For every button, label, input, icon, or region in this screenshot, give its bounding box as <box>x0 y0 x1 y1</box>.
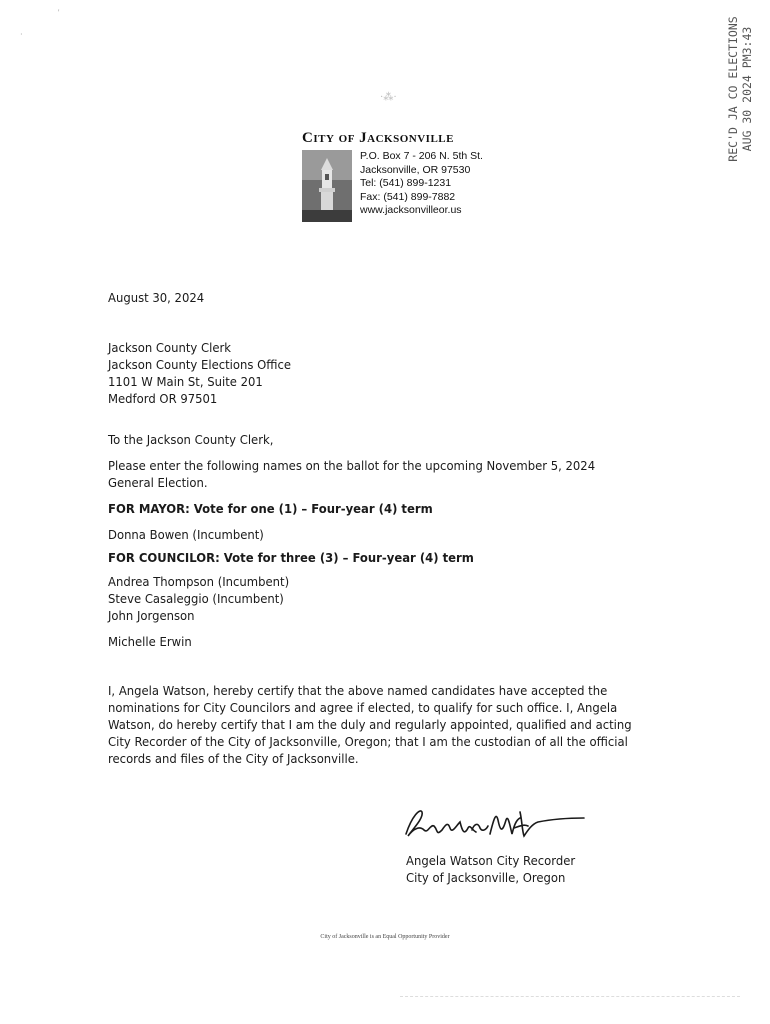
recipient-block <box>108 339 291 407</box>
city-hall-photo <box>302 150 352 222</box>
mayor-heading: FOR MAYOR: Vote for one (1) – Four-year (4) term <box>108 501 433 516</box>
certification-paragraph <box>108 682 632 767</box>
footer-note: City of Jacksonville is an Equal Opportunity Provider <box>320 934 450 940</box>
signer-name: Angela Watson City Recorder <box>406 853 576 868</box>
bell-tower-icon <box>302 150 352 222</box>
mayor-candidate-list <box>108 526 264 543</box>
letter-date: August 30, 2024 <box>108 290 205 305</box>
stamp-line-2: AUG 30 2024 PM3:43 <box>740 26 754 152</box>
councilor-candidate-extra <box>108 633 192 650</box>
scan-speck: ' <box>58 8 60 17</box>
candidate-name: Andrea Thompson (Incumbent) <box>108 574 290 589</box>
signer-org: City of Jacksonville, Oregon <box>406 870 566 885</box>
faint-logo-mark: ·⁂· <box>380 92 397 103</box>
phone-line: Tel: (541) 899-1231 <box>360 177 452 189</box>
address-line: P.O. Box 7 - 206 N. 5th St. <box>360 150 483 162</box>
address-line: Jacksonville, OR 97530 <box>360 163 471 176</box>
candidate-name: Steve Casaleggio (Incumbent) <box>108 591 284 606</box>
letterhead-address <box>360 150 483 218</box>
handwritten-signature <box>398 800 588 846</box>
candidate-name: Donna Bowen (Incumbent) <box>108 527 264 542</box>
candidate-name: John Jorgenson <box>108 608 195 623</box>
candidate-name: Michelle Erwin <box>108 634 192 649</box>
intro-line: General Election. <box>108 475 208 490</box>
recipient-line: 1101 W Main St, Suite 201 <box>108 374 263 389</box>
recipient-line: Jackson County Elections Office <box>108 357 292 372</box>
received-stamp <box>722 4 758 174</box>
certification-line: nominations for City Councilors and agree if elected, to qualify for such office. I, Angela <box>108 700 618 715</box>
intro-paragraph <box>108 457 595 491</box>
certification-line: Watson, do hereby certify that I am the duly and regularly appointed, qualified and acting <box>108 717 632 732</box>
scan-speck: · <box>20 30 23 39</box>
recipient-line: Jackson County Clerk <box>108 340 232 355</box>
stamp-line-1: REC'D JA CO ELECTIONS <box>726 16 740 162</box>
certification-line: records and files of the City of Jacksonville. <box>108 751 359 766</box>
certification-line: I, Angela Watson, hereby certify that the above named candidates have accepted the <box>108 683 608 698</box>
scan-edge-line <box>400 996 740 997</box>
fax-line: Fax: (541) 899-7882 <box>360 190 456 203</box>
recipient-line: Medford OR 97501 <box>108 391 218 406</box>
councilor-heading: FOR COUNCILOR: Vote for three (3) – Four-year (4) term <box>108 550 474 565</box>
salutation: To the Jackson County Clerk, <box>108 432 274 447</box>
svg-text:Angela Watson: Angela Watson <box>398 800 405 801</box>
councilor-candidate-list <box>108 573 289 624</box>
certification-line: City Recorder of the City of Jacksonville, Oregon; that I am the custodian of all the official <box>108 734 628 749</box>
intro-line: Please enter the following names on the ballot for the upcoming November 5, 2024 <box>108 458 596 473</box>
website-line: www.jacksonvilleor.us <box>360 204 462 216</box>
signer-block <box>406 852 575 886</box>
letterhead-title: City of Jacksonville <box>302 130 454 146</box>
